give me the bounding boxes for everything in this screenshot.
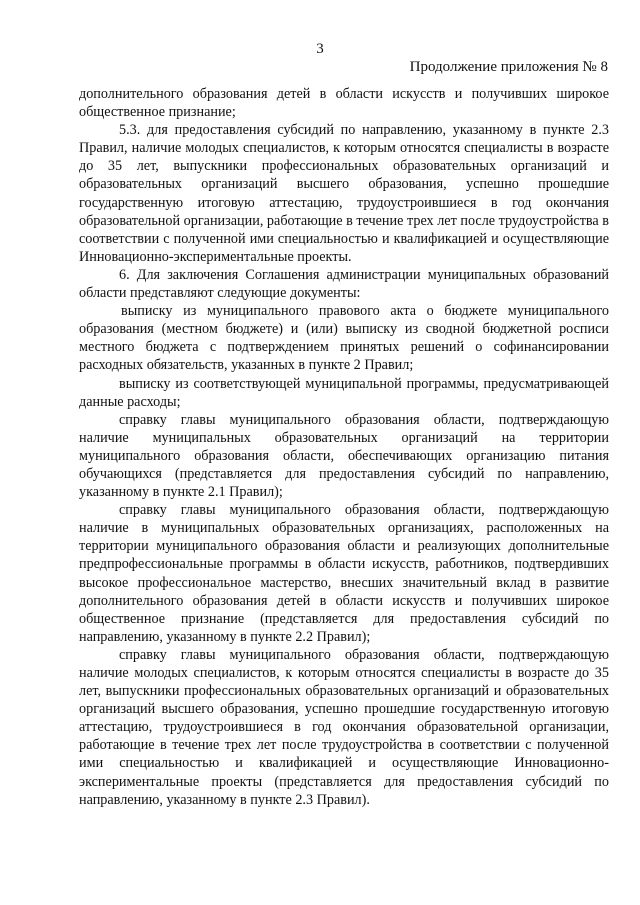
document-body (79, 85, 609, 809)
paragraph-5-3: 5.3. для предоставления субсидий по направлению, указанному в пункте 2.3 Правил, наличие молодых специалистов, к которым относятся специалисты в возрасте до 35 лет, выпускники профессиональных образовательных организаций и образовательных организаций высшего образования, успешно прошедшие государственную итоговую аттестацию, трудоустроившиеся в год окончания образовательной организации, работающие в течение трех лет после трудоустройства в соответствии с полученной ими специальностью и квалификацией и осуществляющие Инновационно-экспериментальные проекты. (79, 122, 609, 265)
paragraph-program-extract: выписку из соответствующей муниципальной программы, предусматривающей данные расходы; (79, 375, 609, 410)
paragraph-nutrition-certificate: справку главы муниципального образования области, подтверждающую наличие муниципальных образовательных организаций на территории муниципального образования области, обеспечивающих организацию питания обучающихся (представляется для предоставления субсидий по направлению, указанному в пункте 2.1 Правил); (79, 411, 609, 501)
paragraph-6: 6. Для заключения Соглашения администрации муниципальных образований области представляют следующие документы: (79, 266, 609, 302)
paragraph-continuation: дополнительного образования детей в области искусств и получивших широкое общественное признание; (79, 86, 609, 121)
appendix-label: Продолжение приложения № 8 (409, 59, 608, 75)
paragraph-specialists-certificate: справку главы муниципального образования области, подтверждающую наличие молодых специалистов, к которым относятся специалисты в возрасте до 35 лет, выпускники профессиональных образовательных организаций и образовательных организаций высшего образования, успешно прошедшие государственную итоговую аттестацию, трудоустроившиеся в год окончания образовательной организации, работающие в течение трех лет после трудоустройства в соответствии с полученной ими специальностью и квалификацией и осуществляющие Инновационно-экспериментальные проекты (представляется для предоставления субсидий по направлению, указанному в пункте 2.3 Правил). (79, 646, 609, 808)
paragraph-budget-extract: выписку из муниципального правового акта о бюджете муниципального образования (местном бюджете) и (или) выписку из сводной бюджетной росписи местного бюджета с подтверждением принятых решений о софинансировании расходных обязательств, указанных в пункте 2 Правил; (79, 303, 609, 374)
page-number: 3 (316, 41, 324, 57)
paragraph-arts-certificate: справку главы муниципального образования области, подтверждающую наличие в муниципальных образовательных организациях, расположенных на территории муниципального образования области и реализующих дополнительные предпрофессиональные программы в области искусств, работников, подтвердивших высокое профессиональное мастерство, внесших значительный вклад в развитие дополнительного образования детей в области искусств и получивших широкое общественное признание (представляется для предоставления субсидий по направлению, указанному в пункте 2.2 Правил); (79, 502, 609, 645)
